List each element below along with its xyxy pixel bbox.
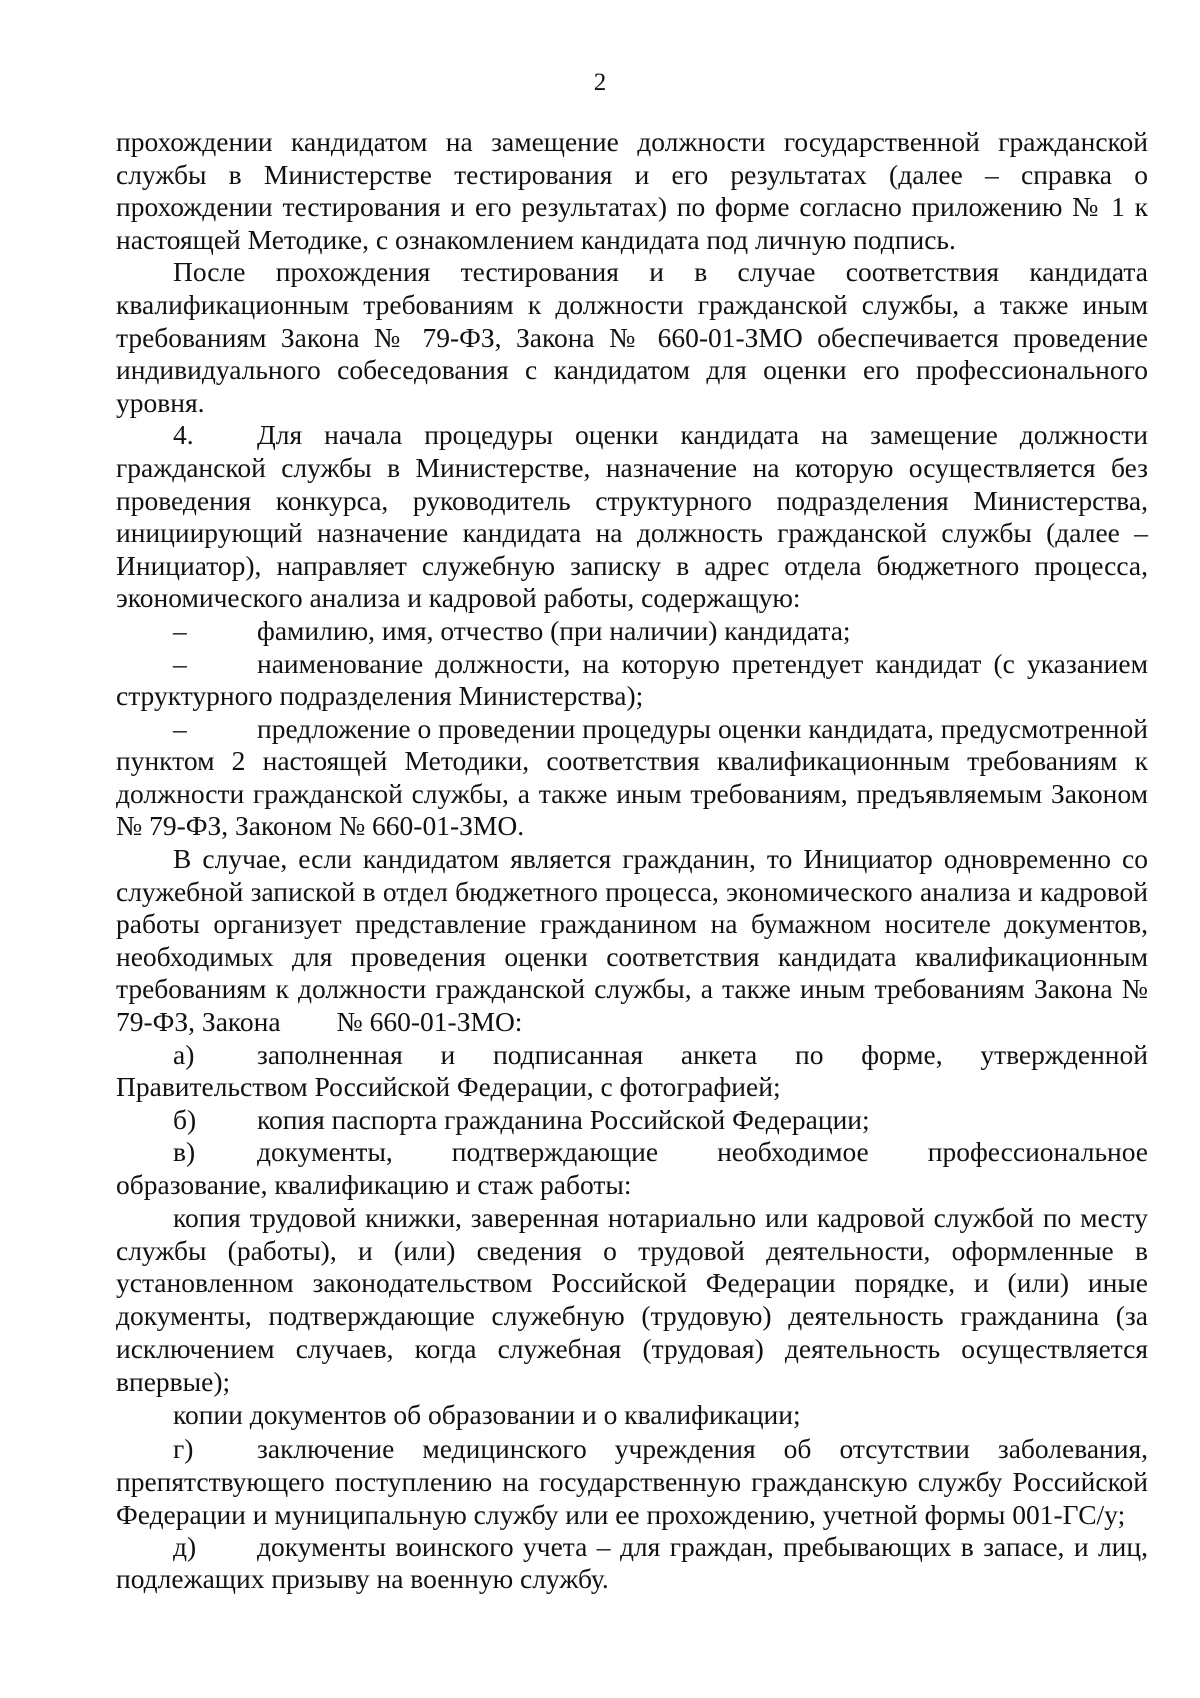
list-item-dash [116,648,1148,713]
document-body [116,126,1148,1596]
paragraph-work-record [116,1202,1148,1399]
paragraph-text: заполненная и подписанная анкета по форме, утвержденной Правительством Российской Федерации, с фотографией; [116,1038,1148,1103]
paragraph-text: документы воинского учета – для граждан, пребывающих в запасе, и лиц, подлежащих призыву на военную службу. [116,1530,1148,1595]
paragraph-citizen-documents [116,843,1148,1039]
paragraph-text: наименование должности, на которую претендует кандидат (с указанием структурного подразделения Министерства); [116,647,1148,712]
list-item-a [116,1039,1148,1104]
list-item-v [116,1136,1148,1201]
paragraph-interview [116,256,1148,419]
paragraph-text: копия паспорта гражданина Российской Федерации; [257,1103,870,1135]
item-number: 4. [173,419,194,451]
paragraph-testing-certificate [116,126,1148,256]
paragraph-text: копия трудовой книжки, заверенная нотариально или кадровой службой по месту службы (работы), и (или) сведения о трудовой деятельности, оформленные в установленном законодательством Российской Федерации порядке, и (или) иные документы, подтверждающие служебную (трудовую) деятельность гражданина (за исключением случаев, когда служебная (трудовая) деятельность осуществляется впервые); [116,1201,1148,1398]
dash-marker: – [173,614,187,646]
paragraph-text: Для начала процедуры оценки кандидата на замещение должности гражданской службы в Министерстве, назначение на которую осуществляется без проведения конкурса, руководитель структурного подразделения Министерства, инициирующий назначение кандидата на должность гражданской службы (далее – Инициатор), направляет служебную записку в адрес отдела бюджетного процесса, экономического анализа и кадровой работы, содержащую: [116,419,1148,614]
paragraph-text: фамилию, имя, отчество (при наличии) кандидата; [257,614,851,646]
paragraph-text: В случае, если кандидатом является гражданин, то Инициатор одновременно со служебной запиской в отдел бюджетного процесса, экономического анализа и кадровой работы организует представление гражданином на бумажном носителе документов, необходимых для проведения оценки соответствия кандидата квалификационным требованиям к должности гражданской службы, а также иным требованиям Закона № 79-ФЗ, Закона [116,843,1148,1038]
paragraph-text: предложение о проведении процедуры оценки кандидата, предусмотренной пунктом 2 настоящей Методики, соответствия квалификационным требованиям к должности гражданской службы, а также иным требованиям, предъявляемым Законом № 79-ФЗ, Законом № 660-01-ЗМО. [116,712,1148,842]
list-item-d [116,1531,1148,1596]
item-letter: г) [173,1432,194,1464]
paragraph-text: После прохождения тестирования и в случае соответствия кандидата квалификационным требованиям к должности гражданской службы, а также иным требованиям Закона № 79-ФЗ, Закона № 660-01-ЗМО обеспечивается проведение индивидуального собеседования с кандидатом для оценки его профессионального уровня. [116,256,1148,418]
paragraph-text: прохождении кандидатом на замещение должности государственной гражданской службы в Министерстве тестирования и его результатах (далее – справка о прохождении тестирования и его результатах) по форме согласно приложению № 1 к настоящей Методике, с ознакомлением кандидата под личную подпись. [116,126,1148,255]
page-number: 2 [593,69,607,96]
item-letter: в) [173,1136,196,1168]
paragraph-text: заключение медицинского учреждения об отсутствии заболевания, препятствующего поступлению на государственную гражданскую службу Российской Федерации и муниципальную службу или ее прохождению, учетной формы 001-ГС/у; [116,1432,1148,1530]
paragraph-item-4 [116,419,1148,615]
dash-marker: – [173,712,187,744]
list-item-dash [116,615,1148,648]
paragraph-education-copies [116,1399,1148,1432]
paragraph-text: документы, подтверждающие необходимое профессиональное образование, квалификацию и стаж работы: [116,1136,1148,1200]
paragraph-text-tail: № 660-01-ЗМО: [336,1006,523,1038]
list-item-b [116,1104,1148,1137]
item-letter: б) [173,1103,197,1135]
dash-marker: – [173,647,187,679]
list-item-g [116,1432,1148,1531]
paragraph-text: копии документов об образовании и о квалификации; [173,1399,801,1431]
item-letter: а) [173,1038,195,1070]
item-letter: д) [173,1530,197,1562]
list-item-dash [116,713,1148,843]
